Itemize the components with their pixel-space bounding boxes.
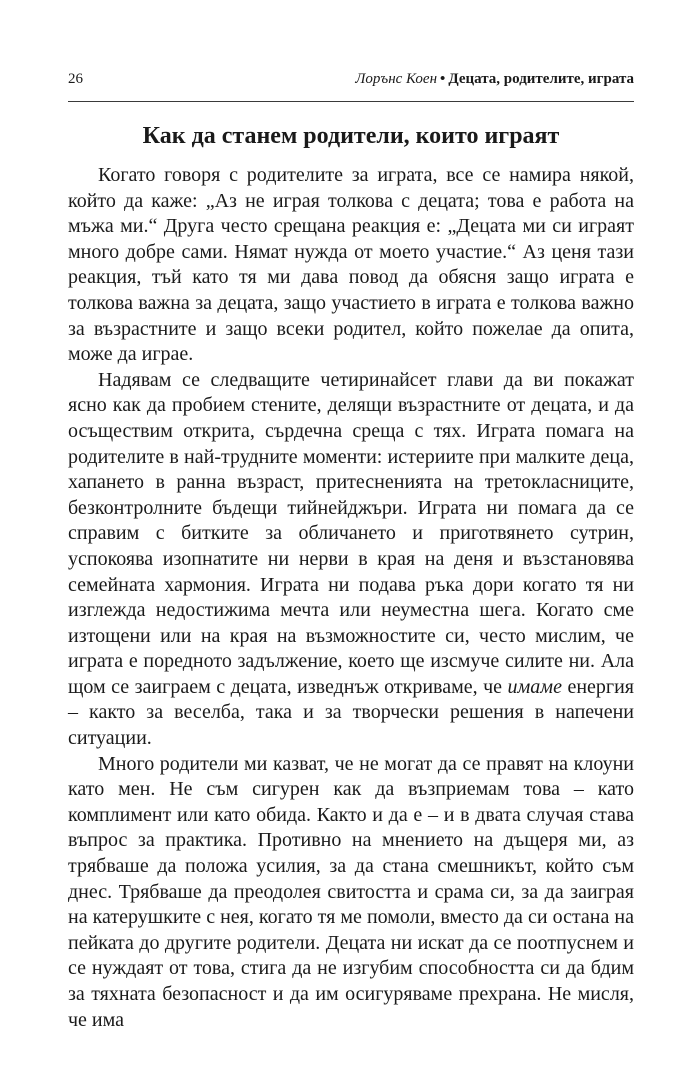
header-divider — [68, 101, 634, 102]
chapter-title: Как да станем родители, които играят — [142, 123, 560, 149]
running-header-title — [355, 70, 634, 88]
paragraph-2-text-before: Надявам се следващите четиринайсет глави да ви покажат ясно как да пробием стените, делящи възрастните от децата, и да осъществим открита, сърдечна среща с тях. Играта помага на родителите в най-трудните моменти: истериите при малките деца, хапането в ранна възраст, притесненията на третокласниците, безконтролните бъдещи тийнейджъри. Играта ни помага да се справим с битките за обличането и приготвянето сутрин, успокоява изопнатите ни нерви в края на деня и възстановява семейната хармония. Играта ни подава ръка дори когато тя ни изглежда недостижима мечта или неуместна шега. Когато сме изтощени или на края на възможностите си, често мислим, че играта е поредното задължение, което ще изсмуче силите ни. Ала щом се заиграем с децата, изведнъж откриваме, че — [68, 368, 634, 698]
body-text — [68, 163, 634, 1033]
author-name: Лорънс Коен — [355, 71, 438, 87]
paragraph-1: Когато говоря с родителите за играта, все се намира някой, който да каже: „Аз не играя толкова с децата; това е работа на мъжа ми.“ Друга често срещана реакция е: „Децата ми си играят много добре сами. Нямат нужда от моето участие.“ Аз ценя тази реакция, тъй като тя ми дава повод да обясня защо играта е толкова важна за децата, защо участието в играта е толкова важно за възрастните и защо всеки родител, който пожелае да опита, може да играе. — [68, 164, 634, 366]
paragraph-3: Много родители ми казват, че не могат да се правят на клоуни като мен. Не съм сигурен как да възприемам това – като комплимент или като обида. Както и да е – и в двата случая става въпрос за практика. Противно на мнението на дъщеря ми, аз трябваше да положа усилия, за да стана смешникът, който съм днес. Трябваше да преодолея свитостта и срама си, за да заиграя на катерушките с нея, когато тя ме помоли, вместо да си остана на пейката до другите родители. Децата ни искат да се поотпуснем и се нуждаят от това, стига да не изгубим способността си да бдим за тяхната безопасност и да им осигуряваме прехрана. Не мисля, че има — [68, 752, 634, 1031]
page-number: 26 — [68, 71, 83, 87]
book-title: Децата, родителите, играта — [448, 71, 634, 87]
book-page — [68, 0, 634, 1075]
paragraph-2-emphasis: имаме — [507, 675, 562, 698]
paragraph-2 — [68, 368, 634, 752]
paragraph-2-text-after: енергия – както за веселба, така и за творчески решения в напечени ситуации. — [68, 675, 635, 750]
header-bullet: • — [440, 71, 446, 87]
running-header — [68, 70, 634, 94]
